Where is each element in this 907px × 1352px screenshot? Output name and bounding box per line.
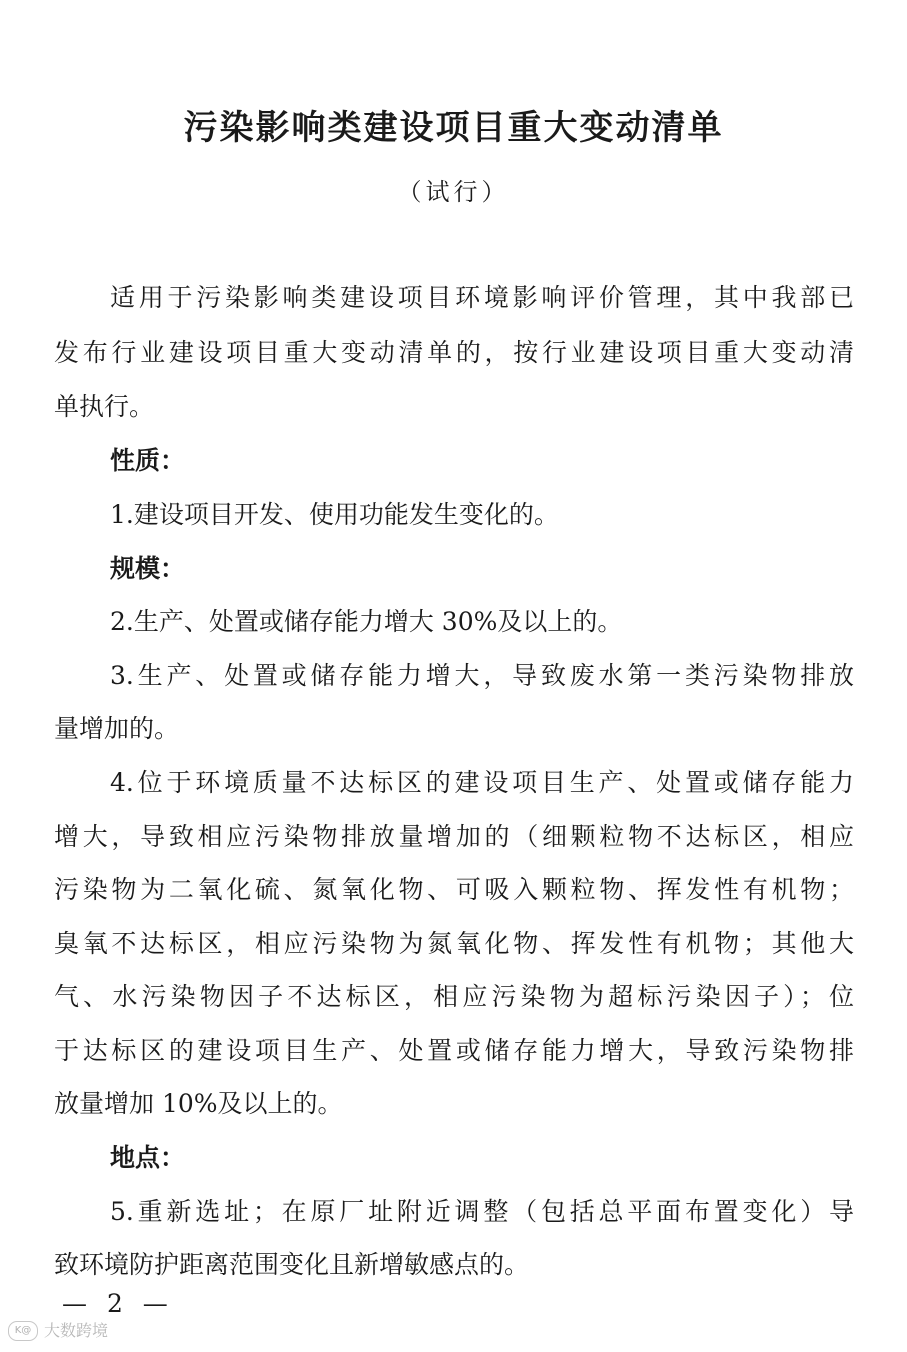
item-5-line-2: 致环境防护距离范围变化且新增敏感点的。 — [54, 1250, 530, 1279]
item-4-line-5: 气、水污染物因子不达标区，相应污染物为超标污染因子）；位 — [54, 982, 854, 1011]
item-4-line-3: 污染物为二氧化硫、氮氧化物、可吸入颗粒物、挥发性有机物； — [54, 875, 854, 904]
item-4-line-1: 4.位于环境质量不达标区的建设项目生产、处置或储存能力 — [110, 768, 854, 797]
heading-scale: 规模： — [110, 554, 186, 583]
item-4-line-4: 臭氧不达标区，相应污染物为氮氧化物、挥发性有机物；其他大 — [54, 929, 854, 958]
watermark-text: 大数跨境 — [44, 1321, 109, 1340]
document-subtitle: （试行） — [397, 178, 510, 206]
heading-location: 地点： — [110, 1143, 186, 1172]
heading-nature: 性质： — [110, 446, 186, 475]
item-3-line-2: 量增加的。 — [54, 714, 180, 743]
watermark — [8, 1320, 108, 1342]
item-3-line-1: 3.生产、处置或储存能力增大，导致废水第一类污染物排放 — [110, 661, 854, 690]
document-title: 污染影响类建设项目重大变动清单 — [183, 108, 724, 148]
intro-line-3: 单执行。 — [54, 392, 155, 421]
intro-line-1: 适用于污染影响类建设项目环境影响评价管理，其中我部已 — [110, 283, 854, 312]
page-number: — 2 — — [62, 1289, 174, 1318]
item-5-line-1: 5.重新选址；在原厂址附近调整（包括总平面布置变化）导 — [110, 1197, 854, 1226]
item-1: 1.建设项目开发、使用功能发生变化的。 — [110, 500, 559, 529]
item-4-line-7: 放量增加 10%及以上的。 — [54, 1089, 343, 1118]
intro-line-2: 发布行业建设项目重大变动清单的，按行业建设项目重大变动清 — [54, 338, 854, 367]
item-2: 2.生产、处置或储存能力增大 30%及以上的。 — [110, 607, 623, 636]
item-4-line-2: 增大，导致相应污染物排放量增加的（细颗粒物不达标区，相应 — [54, 822, 854, 851]
item-4-line-6: 于达标区的建设项目生产、处置或储存能力增大，导致污染物排 — [54, 1036, 854, 1065]
watermark-logo-icon: K@ — [8, 1321, 38, 1341]
